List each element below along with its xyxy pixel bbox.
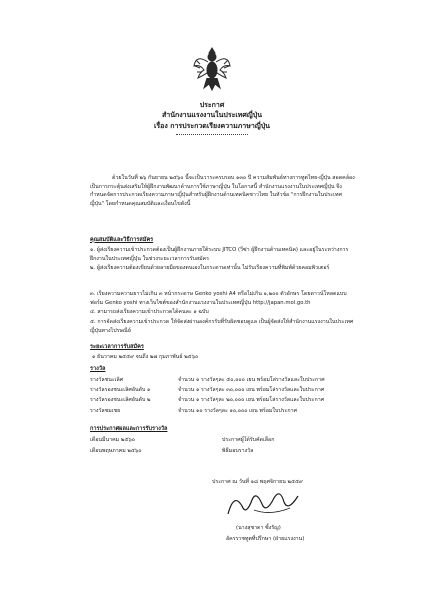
prize-name: รางวัลชนะเลิศ [90, 377, 124, 383]
announce-what: พิธีมอบรางวัล [222, 448, 254, 454]
prize-detail: จำนวน ๑ รางวัลๆละ ๒๐,๐๐๐ เยน พร้อมโล่รางวัลและใบประกาศ [178, 397, 325, 403]
period-heading: ระยะเวลาการรับสมัคร [90, 344, 144, 350]
period-text: ๑ ธันวาคม ๒๕๕๙ จนถึง ๒๗ กุมภาพันธ์ ๒๕๖๐ [92, 354, 199, 360]
document-subject: เรื่อง การประกวดเรียงความภาษาญี่ปุ่น [154, 122, 270, 130]
title-divider [176, 134, 248, 135]
announcement-date: ประกาศ ณ วันที่ ๑๘ พฤศจิกายน ๒๕๕๙ [212, 479, 303, 485]
prize-name: รางวัลรองชนะเลิศอันดับ ๒ [90, 397, 151, 403]
prize-detail: จำนวน ๑๐ รางวัลๆละ ๑๐,๐๐๐ เยน พร้อมใบประกาศ [178, 408, 297, 414]
announce-heading: การประกาศผลและการรับรางวัล [90, 426, 168, 432]
announcement-label: ประกาศ [199, 101, 225, 109]
announce-when: เดือนพฤษภาคม ๒๕๖๐ [90, 448, 142, 454]
signatory-position: อัครราชทูตที่ปรึกษา (ฝ่ายแรงงาน) [226, 536, 305, 542]
prize-detail: จำนวน ๑ รางวัลๆละ ๓๐,๐๐๐ เยน พร้อมโล่รางวัลและใบประกาศ [178, 387, 325, 393]
handwritten-signature [224, 486, 304, 522]
intro-paragraph: ด้วยในวันที่ ๒๖ กันยายน ๒๕๖๐ นี้จะเป็นวาระครบรอบ ๑๓๐ ปี ความสัมพันธ์ทางการทูตไทย-ญี่ปุ่น สอดคล้องเป็นการกระตุ้นส่งเสริมให้ผู้ฝึกงานพัฒนาด้านการใช้ภาษาญี่ปุ่น ในโอกาสนี้ สำนักงานแรงงานในประเทศญี่ปุ่น จึงกำหนดจัดการประกวดเรียงความภาษาญี่ปุ่นสำหรับผู้ฝึกงานด้านเทคนิคชาวไทย ในหัวข้อ "การฝึกงานในประเทศญี่ปุ่น" โดยกำหนดคุณสมบัติและเงื่อนไขดังนี้ [90, 175, 355, 207]
requirement-item: ๒. ผู้ส่งเรียงความต้องเขียนด้วยลายมือของตนเองในกระดาษเท่านั้น ไม่รับเรียงความที่พิมพ์ด้วยคอมพิวเตอร์ [90, 265, 330, 271]
prizes-heading: รางวัล [90, 366, 106, 372]
announce-when: เดือนมีนาคม ๒๕๖๐ [90, 437, 135, 443]
prize-name: รางวัลรองชนะเลิศอันดับ ๑ [90, 387, 151, 393]
garuda-emblem-icon [192, 44, 232, 94]
prize-name: รางวัลชมเชย [90, 408, 121, 414]
requirement-item: ๕. การจัดส่งเรียงความเข้าประกวด ให้จัดส่งผ่านองค์กรรับที่รับผิดชอบดูแล เป็นผู้จัดส่งให้สำนักงานแรงงานในประเทศญี่ปุ่นทางไปรษณีย์ [90, 319, 354, 334]
announce-what: ประกาศผู้ได้รับคัดเลือก [222, 437, 275, 443]
requirement-item: ๓. เรียงความความยาวไม่เกิน ๓ หน้ากระดาษ Genko yoshi A4 หรือไม่เกิน ๑,๒๐๐ ตัวอักษร โดยดาวน์โหลดแบบฟอร์ม Genko yoshi ทางเว็บไซต์ของสำนักงานแรงงานในประเทศญี่ปุ่น http://japan.mol.go.th [90, 291, 347, 306]
requirement-item: ๔. สามารถส่งเรียงความเข้าประกวดได้คนละ ๑ ฉบับ [90, 309, 209, 315]
office-name: สำนักงานแรงงานในประเทศญี่ปุ่น [162, 111, 262, 119]
requirement-item: ๑. ผู้ส่งเรียงความเข้าประกวดต้องเป็นผู้ฝึกงานภายใต้ระบบ JITCO (วีซ่า ผู้ฝึกงานด้านเทคนิค) และอยู่ในระหว่างการฝึกงานในประเทศญี่ปุ่น ในช่วงระยะเวลาการรับสมัคร [90, 247, 349, 262]
signatory-name: (นางสุชาดา ซิ้งรัญ) [236, 525, 281, 531]
prize-detail: จำนวน ๑ รางวัลๆละ ๕๐,๐๐๐ เยน พร้อมโล่รางวัลและใบประกาศ [178, 377, 325, 383]
requirements-heading: คุณสมบัติและวิธีการสมัคร [90, 237, 154, 243]
